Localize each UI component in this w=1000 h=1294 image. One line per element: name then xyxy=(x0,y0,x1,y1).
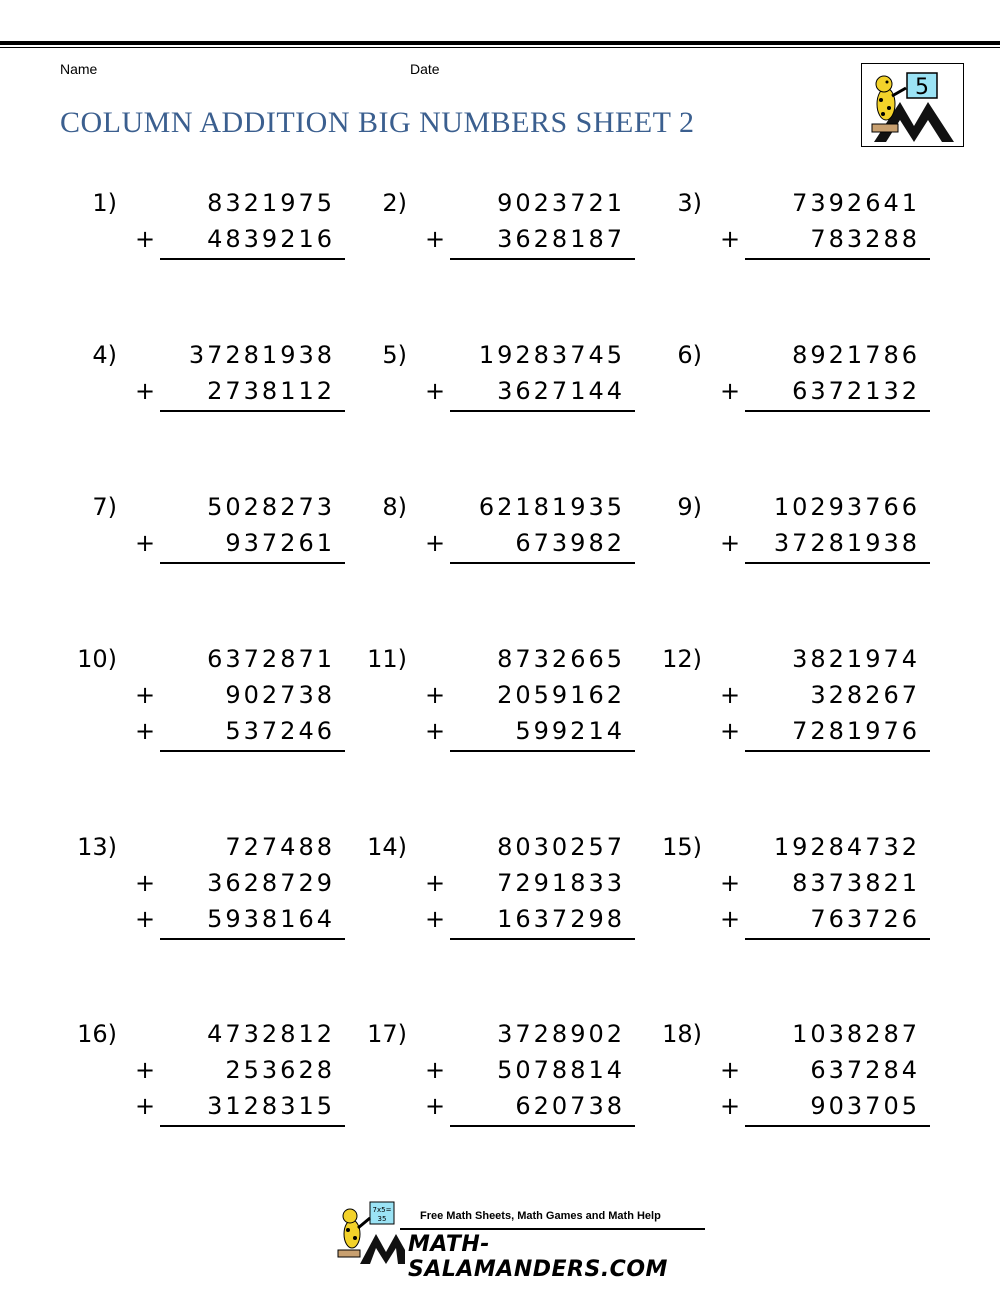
addend-value: 4839216 xyxy=(207,225,335,253)
plus-sign: + xyxy=(135,681,156,709)
addend-row xyxy=(75,337,345,373)
addend-row xyxy=(75,1052,345,1088)
addend-value: 37281938 xyxy=(773,529,920,557)
addend-row xyxy=(660,185,930,221)
addend-row xyxy=(365,489,635,525)
plus-sign: + xyxy=(425,1092,446,1120)
answer-line xyxy=(745,410,930,412)
problem-9 xyxy=(660,489,930,639)
addend-value: 8732665 xyxy=(497,645,625,673)
addend-value: 4732812 xyxy=(207,1020,335,1048)
problem-5 xyxy=(365,337,635,487)
addend-row xyxy=(365,1016,635,1052)
salamander-footer-icon xyxy=(330,1200,405,1266)
problem-number: 11) xyxy=(367,645,407,673)
plus-sign: + xyxy=(720,1056,741,1084)
addend-row xyxy=(365,641,635,677)
svg-text:35: 35 xyxy=(377,1215,387,1223)
answer-line xyxy=(745,562,930,564)
answer-line xyxy=(745,258,930,260)
addend-value: 3627144 xyxy=(497,377,625,405)
answer-line xyxy=(160,1125,345,1127)
addend-value: 62181935 xyxy=(478,493,625,521)
problem-8 xyxy=(365,489,635,639)
addend-row xyxy=(365,677,635,713)
addend-value: 2738112 xyxy=(207,377,335,405)
addend-row xyxy=(365,901,635,937)
problem-number: 17) xyxy=(367,1020,407,1048)
addend-value: 37281938 xyxy=(188,341,335,369)
answer-line xyxy=(745,1125,930,1127)
name-label: Name xyxy=(60,61,98,77)
addend-value: 637284 xyxy=(810,1056,920,1084)
addend-row xyxy=(75,641,345,677)
addend-value: 3728902 xyxy=(497,1020,625,1048)
addend-value: 328267 xyxy=(810,681,920,709)
addend-value: 903705 xyxy=(810,1092,920,1120)
plus-sign: + xyxy=(425,529,446,557)
problem-1 xyxy=(75,185,345,335)
addend-row xyxy=(365,1088,635,1124)
problem-6 xyxy=(660,337,930,487)
addend-row xyxy=(365,829,635,865)
addend-value: 6372132 xyxy=(792,377,920,405)
addend-row xyxy=(75,901,345,937)
footer-brand: MATH-SALAMANDERS.COM xyxy=(408,1232,668,1282)
problem-number: 8) xyxy=(382,493,407,521)
addend-value: 7281976 xyxy=(792,717,920,745)
plus-sign: + xyxy=(135,869,156,897)
date-label: Date xyxy=(410,61,440,77)
addend-value: 10293766 xyxy=(773,493,920,521)
problem-7 xyxy=(75,489,345,639)
top-rule-thin xyxy=(0,47,1000,48)
addend-value: 19283745 xyxy=(478,341,625,369)
addend-value: 8373821 xyxy=(792,869,920,897)
plus-sign: + xyxy=(720,377,741,405)
problem-13 xyxy=(75,829,345,979)
plus-sign: + xyxy=(720,717,741,745)
answer-line xyxy=(450,410,635,412)
addend-row xyxy=(365,525,635,561)
addend-row xyxy=(75,1088,345,1124)
problem-16 xyxy=(75,1016,345,1166)
addend-row xyxy=(660,829,930,865)
addend-row xyxy=(75,713,345,749)
problem-number: 10) xyxy=(77,645,117,673)
addend-row xyxy=(365,713,635,749)
top-rule xyxy=(0,41,1000,45)
plus-sign: + xyxy=(135,377,156,405)
addend-row xyxy=(75,829,345,865)
addend-row xyxy=(660,641,930,677)
answer-line xyxy=(160,562,345,564)
addend-value: 5938164 xyxy=(207,905,335,933)
problem-10 xyxy=(75,641,345,791)
answer-line xyxy=(745,938,930,940)
footer-rule xyxy=(400,1228,705,1230)
problem-2 xyxy=(365,185,635,335)
answer-line xyxy=(160,938,345,940)
plus-sign: + xyxy=(720,1092,741,1120)
addend-row xyxy=(660,677,930,713)
addend-row xyxy=(660,525,930,561)
addend-row xyxy=(660,221,930,257)
plus-sign: + xyxy=(720,869,741,897)
plus-sign: + xyxy=(135,529,156,557)
problem-number: 16) xyxy=(77,1020,117,1048)
problem-18 xyxy=(660,1016,930,1166)
addend-row xyxy=(365,337,635,373)
addend-row xyxy=(75,865,345,901)
addend-value: 1038287 xyxy=(792,1020,920,1048)
plus-sign: + xyxy=(135,717,156,745)
addend-row xyxy=(75,373,345,409)
addend-value: 7291833 xyxy=(497,869,625,897)
addend-row xyxy=(365,373,635,409)
addend-value: 8321975 xyxy=(207,189,335,217)
problem-number: 7) xyxy=(92,493,117,521)
addend-value: 673982 xyxy=(515,529,625,557)
grade-number: 5 xyxy=(915,75,929,100)
answer-line xyxy=(450,562,635,564)
addend-row xyxy=(660,1088,930,1124)
addend-row xyxy=(660,901,930,937)
problem-number: 6) xyxy=(677,341,702,369)
problem-number: 13) xyxy=(77,833,117,861)
addend-row xyxy=(75,677,345,713)
plus-sign: + xyxy=(135,1056,156,1084)
footer-icon-text: 7x5= xyxy=(372,1206,392,1214)
addend-row xyxy=(660,1016,930,1052)
problem-number: 2) xyxy=(382,189,407,217)
addend-value: 3628187 xyxy=(497,225,625,253)
addend-row xyxy=(660,373,930,409)
plus-sign: + xyxy=(425,681,446,709)
plus-sign: + xyxy=(720,681,741,709)
addend-value: 253628 xyxy=(225,1056,335,1084)
grade-logo xyxy=(861,63,964,147)
problem-number: 18) xyxy=(662,1020,702,1048)
addend-row xyxy=(75,489,345,525)
addend-row xyxy=(660,713,930,749)
plus-sign: + xyxy=(425,1056,446,1084)
addend-value: 3128315 xyxy=(207,1092,335,1120)
addend-value: 8030257 xyxy=(497,833,625,861)
problem-11 xyxy=(365,641,635,791)
plus-sign: + xyxy=(425,869,446,897)
addend-value: 7392641 xyxy=(792,189,920,217)
problem-4 xyxy=(75,337,345,487)
addend-value: 620738 xyxy=(515,1092,625,1120)
answer-line xyxy=(450,938,635,940)
addend-value: 9023721 xyxy=(497,189,625,217)
answer-line xyxy=(160,258,345,260)
addend-row xyxy=(75,1016,345,1052)
addend-row xyxy=(365,865,635,901)
plus-sign: + xyxy=(135,905,156,933)
addend-value: 2059162 xyxy=(497,681,625,709)
plus-sign: + xyxy=(425,377,446,405)
addend-row xyxy=(660,1052,930,1088)
footer xyxy=(330,1200,710,1282)
addend-value: 3821974 xyxy=(792,645,920,673)
problem-number: 9) xyxy=(677,493,702,521)
addend-value: 3628729 xyxy=(207,869,335,897)
addend-row xyxy=(660,489,930,525)
plus-sign: + xyxy=(425,225,446,253)
plus-sign: + xyxy=(720,529,741,557)
addend-row xyxy=(365,221,635,257)
addend-row xyxy=(75,525,345,561)
addend-value: 8921786 xyxy=(792,341,920,369)
addend-row xyxy=(365,185,635,221)
addend-value: 6372871 xyxy=(207,645,335,673)
addend-value: 5078814 xyxy=(497,1056,625,1084)
addend-value: 937261 xyxy=(225,529,335,557)
problem-12 xyxy=(660,641,930,791)
answer-line xyxy=(450,1125,635,1127)
answer-line xyxy=(160,410,345,412)
plus-sign: + xyxy=(425,717,446,745)
salamander-logo-icon xyxy=(862,64,963,146)
addend-value: 1637298 xyxy=(497,905,625,933)
addend-value: 727488 xyxy=(225,833,335,861)
addend-value: 763726 xyxy=(810,905,920,933)
addend-value: 783288 xyxy=(810,225,920,253)
addend-value: 537246 xyxy=(225,717,335,745)
page-title: COLUMN ADDITION BIG NUMBERS SHEET 2 xyxy=(60,106,695,139)
problem-14 xyxy=(365,829,635,979)
problem-17 xyxy=(365,1016,635,1166)
addend-value: 599214 xyxy=(515,717,625,745)
addend-row xyxy=(660,337,930,373)
addend-value: 5028273 xyxy=(207,493,335,521)
problem-3 xyxy=(660,185,930,335)
plus-sign: + xyxy=(720,225,741,253)
plus-sign: + xyxy=(135,1092,156,1120)
addend-row xyxy=(75,185,345,221)
addend-row xyxy=(660,865,930,901)
problem-number: 3) xyxy=(677,189,702,217)
footer-tagline: Free Math Sheets, Math Games and Math Help xyxy=(420,1210,661,1222)
problem-number: 15) xyxy=(662,833,702,861)
addend-value: 19284732 xyxy=(773,833,920,861)
addend-value: 902738 xyxy=(225,681,335,709)
answer-line xyxy=(450,750,635,752)
plus-sign: + xyxy=(425,905,446,933)
plus-sign: + xyxy=(720,905,741,933)
answer-line xyxy=(160,750,345,752)
answer-line xyxy=(745,750,930,752)
answer-line xyxy=(450,258,635,260)
problem-number: 4) xyxy=(92,341,117,369)
problem-number: 5) xyxy=(382,341,407,369)
problem-number: 14) xyxy=(367,833,407,861)
plus-sign: + xyxy=(135,225,156,253)
addend-row xyxy=(75,221,345,257)
problem-15 xyxy=(660,829,930,979)
problem-number: 1) xyxy=(92,189,117,217)
problem-number: 12) xyxy=(662,645,702,673)
addend-row xyxy=(365,1052,635,1088)
